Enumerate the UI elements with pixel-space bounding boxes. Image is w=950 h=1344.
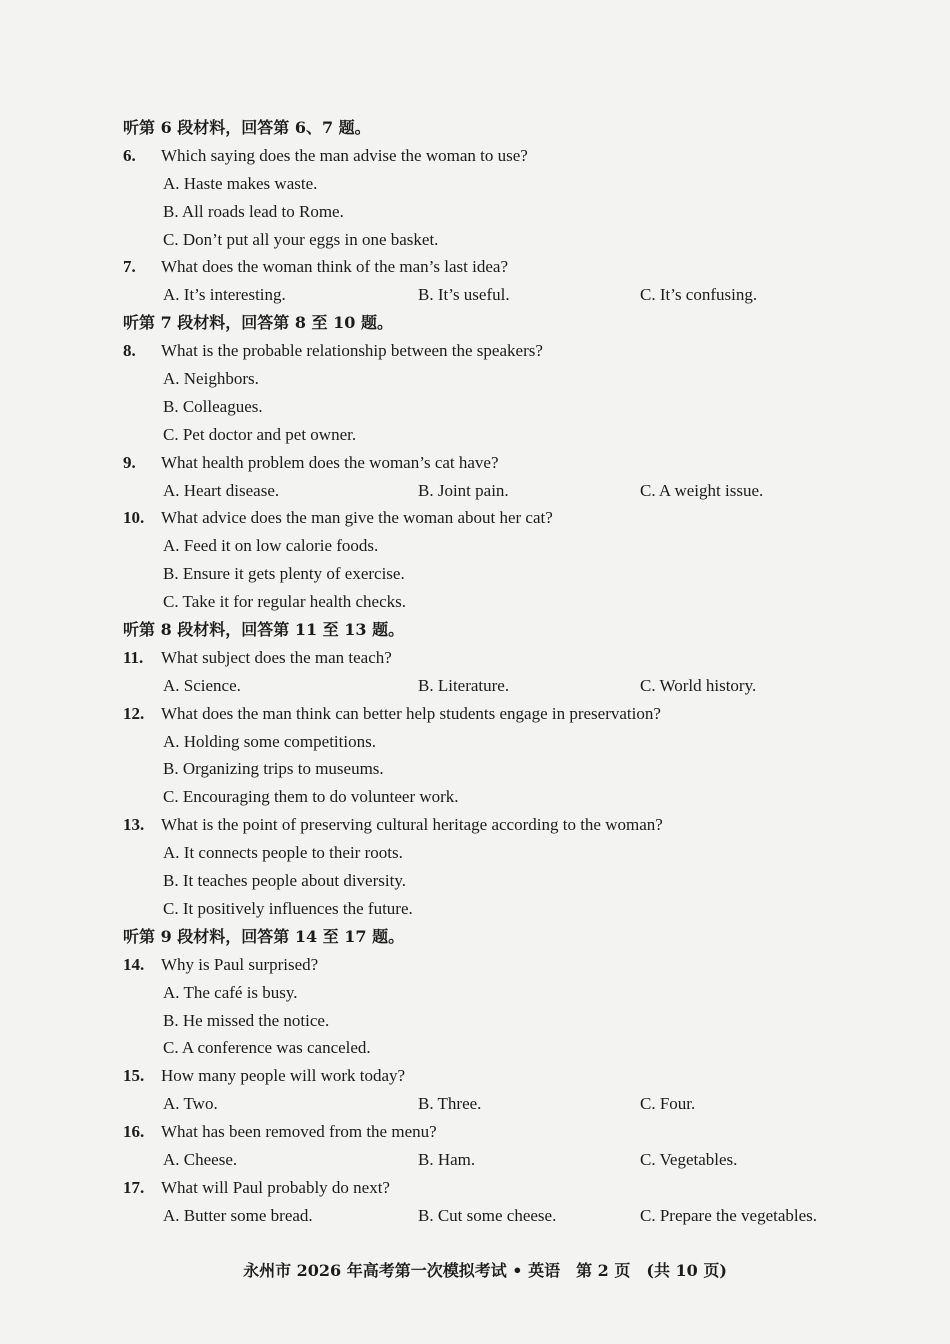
question-row <box>120 951 920 979</box>
options-row <box>120 1202 920 1230</box>
option-b: B. Ham. <box>418 1149 476 1169</box>
question-row <box>120 644 920 672</box>
option-row <box>120 226 920 254</box>
option-a: A. Heart disease. <box>163 480 280 500</box>
question-number: 11. <box>123 647 144 667</box>
options-row <box>120 477 920 505</box>
question-row <box>120 811 920 839</box>
option-c: C. Don’t put all your eggs in one basket. <box>163 229 439 249</box>
question-row <box>120 337 920 365</box>
page-footer: 永州市 2026 年高考第一次模拟考试 • 英语 第 2 页 (共 10 页) <box>243 1261 727 1280</box>
option-b: B. He missed the notice. <box>163 1010 330 1030</box>
option-row <box>120 867 920 895</box>
option-b: B. Ensure it gets plenty of exercise. <box>163 564 405 584</box>
option-b: B. Colleagues. <box>163 396 263 416</box>
option-a: A. Holding some competitions. <box>163 731 376 751</box>
option-c: C. A weight issue. <box>640 480 764 500</box>
option-b: B. Literature. <box>418 675 510 695</box>
option-c: C. Take it for regular health checks. <box>163 592 407 612</box>
option-row <box>120 755 920 783</box>
question-text: How many people will work today? <box>161 1066 406 1086</box>
question-row <box>120 1174 920 1202</box>
question-text: What is the probable relationship between the speakers? <box>161 341 543 361</box>
option-row <box>120 1034 920 1062</box>
question-number: 9. <box>123 452 136 472</box>
option-row <box>120 783 920 811</box>
option-row <box>120 839 920 867</box>
question-text: What does the man think can better help students engage in preservation? <box>161 703 661 723</box>
option-c: C. Four. <box>640 1094 696 1114</box>
question-number: 7. <box>123 257 136 277</box>
option-b: B. All roads lead to Rome. <box>163 201 344 221</box>
option-a: A. Butter some bread. <box>163 1205 313 1225</box>
option-b: B. Three. <box>418 1094 482 1114</box>
question-list <box>120 114 920 1230</box>
option-b: B. It’s useful. <box>418 285 510 305</box>
option-a: A. It connects people to their roots. <box>163 843 403 863</box>
option-row <box>120 979 920 1007</box>
option-row <box>120 170 920 198</box>
question-text: What does the woman think of the man’s last idea? <box>161 257 508 277</box>
question-number: 8. <box>123 341 136 361</box>
option-a: A. It’s interesting. <box>163 285 286 305</box>
option-row <box>120 532 920 560</box>
option-a: A. The café is busy. <box>163 982 298 1002</box>
option-row <box>120 560 920 588</box>
option-a: A. Cheese. <box>163 1149 238 1169</box>
question-text: Which saying does the man advise the woman to use? <box>161 145 528 165</box>
question-number: 16. <box>123 1122 145 1142</box>
question-number: 15. <box>123 1066 145 1086</box>
option-c: C. Vegetables. <box>640 1149 738 1169</box>
options-row <box>120 672 920 700</box>
question-row <box>120 504 920 532</box>
options-row <box>120 1146 920 1174</box>
option-c: C. It positively influences the future. <box>163 898 413 918</box>
option-a: A. Science. <box>163 675 241 695</box>
question-row <box>120 142 920 170</box>
question-text: What will Paul probably do next? <box>161 1177 390 1197</box>
option-row <box>120 1007 920 1035</box>
option-row <box>120 895 920 923</box>
option-c: C. Encouraging them to do volunteer work. <box>163 787 459 807</box>
question-text: What health problem does the woman’s cat have? <box>161 452 499 472</box>
question-text: What advice does the man give the woman about her cat? <box>161 508 553 528</box>
question-text: What is the point of preserving cultural heritage according to the woman? <box>161 815 663 835</box>
option-a: A. Two. <box>163 1094 218 1114</box>
options-row <box>120 1090 920 1118</box>
question-number: 13. <box>123 815 145 835</box>
option-a: A. Haste makes waste. <box>163 173 318 193</box>
question-number: 12. <box>123 703 145 723</box>
question-row <box>120 700 920 728</box>
question-row <box>120 1118 920 1146</box>
option-b: B. Cut some cheese. <box>418 1205 557 1225</box>
question-text: Why is Paul surprised? <box>161 954 319 974</box>
option-row <box>120 198 920 226</box>
option-c: C. World history. <box>640 675 757 695</box>
question-number: 17. <box>123 1177 145 1197</box>
option-row <box>120 588 920 616</box>
option-row <box>120 421 920 449</box>
section-header: 听第 6 段材料，回答第 6、7 题。 <box>123 118 371 137</box>
option-b: B. It teaches people about diversity. <box>163 871 406 891</box>
question-number: 10. <box>123 508 145 528</box>
option-b: B. Organizing trips to museums. <box>163 759 384 779</box>
option-c: C. Pet doctor and pet owner. <box>163 424 357 444</box>
option-row <box>120 393 920 421</box>
option-a: A. Feed it on low calorie foods. <box>163 536 379 556</box>
question-number: 6. <box>123 145 136 165</box>
question-row <box>120 449 920 477</box>
option-c: C. A conference was canceled. <box>163 1038 371 1058</box>
options-row <box>120 281 920 309</box>
section-header: 听第 9 段材料，回答第 14 至 17 题。 <box>123 926 405 946</box>
question-text: What has been removed from the menu? <box>161 1122 437 1142</box>
question-number: 14. <box>123 954 145 974</box>
option-row <box>120 728 920 756</box>
question-row <box>120 253 920 281</box>
section-header: 听第 8 段材料，回答第 11 至 13 题。 <box>123 620 405 640</box>
question-text: What subject does the man teach? <box>161 647 392 667</box>
option-c: C. It’s confusing. <box>640 285 758 305</box>
option-row <box>120 365 920 393</box>
section-header: 听第 7 段材料，回答第 8 至 10 题。 <box>123 313 393 333</box>
option-c: C. Prepare the vegetables. <box>640 1205 818 1225</box>
question-row <box>120 1062 920 1090</box>
option-b: B. Joint pain. <box>418 480 509 500</box>
option-a: A. Neighbors. <box>163 369 259 389</box>
